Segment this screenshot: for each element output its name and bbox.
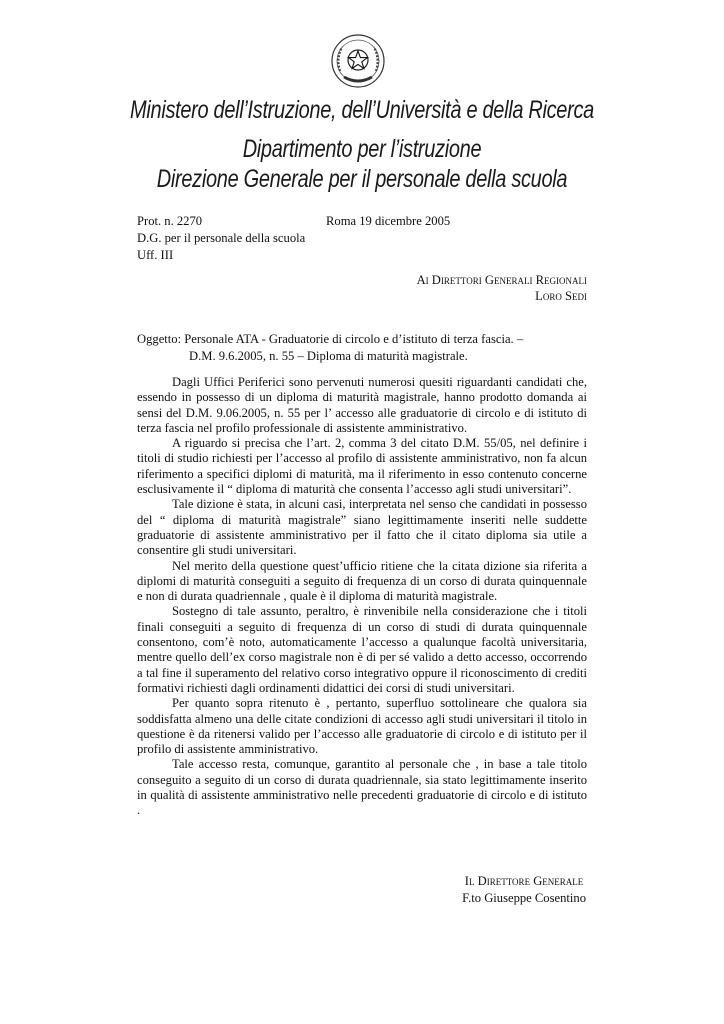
addressee-line: Loro Sedi (535, 289, 587, 303)
body-paragraph: Nel merito della questione quest’ufficio ritiene che la citata dizione sia riferita a diplomi di maturità conseguiti a seguito di frequenza di un corso di durata quinquennale e non di durata quadriennale , quale è il diploma di maturità magistrale. (137, 558, 587, 604)
department-title: Dipartimento per l’istruzione (242, 135, 482, 163)
signature-block (462, 873, 586, 907)
protocol-office: D.G. per il personale della scuola (137, 231, 306, 245)
protocol-number: Prot. n. 2270 (137, 214, 203, 228)
signatory-title: Il Direttore Generale (464, 874, 584, 888)
directorate-title: Direzione Generale per il personale della scuola (156, 165, 568, 193)
subject-line: D.M. 9.6.2005, n. 55 – Diploma di maturità magistrale. (189, 349, 468, 363)
body-paragraph: Sostegno di tale assunto, peraltro, è rinvenibile nella considerazione che i titoli finali conseguiti a seguito di frequenza di un corso di studi di durata quinquennale consentono, com’è noto, automaticamente l’accesso a qualunque facoltà universitaria, mentre quello dell’ex corso magistrale non è di per sé valido a detto accesso, occorrendo a tal fine il superamento del relativo corso integrativo oppure il riconoscimento di crediti formativi richiesti dagli ordinamenti didattici dei corsi di studi universitari. (137, 604, 587, 695)
protocol-unit: Uff. III (137, 248, 174, 262)
body-paragraph: Tale dizione è stata, in alcuni casi, interpretata nel senso che candidati in possesso del “ diploma di maturità magistrale” siano legittimamente inseriti nelle suddette graduatorie di assistente amministrativo per il fatto che il citato diploma sia utile a consentire gli studi universitari. (137, 497, 587, 558)
body-paragraph: Tale accesso resta, comunque, garantito al personale che , in base a tale titolo conseguito a seguito di un corso di durata quadriennale, sia stato legittimamente inserito in qualità di assistente amministrativo nelle precedenti graduatorie di circolo e di istituto . (137, 757, 587, 818)
subject-block (137, 331, 597, 365)
body-paragraph: Per quanto sopra ritenuto è , pertanto, superfluo sottolineare che qualora sia soddisfatta almeno una delle citate condizioni di accesso agli studi universitari il titolo in questione è da ritenersi valido per l’accesso alle graduatorie di circolo e di istituto per il profilo di assistente amministrativo. (137, 696, 587, 757)
signatory-name: F.to Giuseppe Cosentino (462, 891, 586, 905)
letter-body (137, 375, 587, 819)
subject-line: Oggetto: Personale ATA - Graduatorie di circolo e d’istituto di terza fascia. – (137, 332, 524, 346)
ministry-title: Ministero dell’Istruzione, dell’Università e della Ricerca (130, 96, 594, 124)
addressee-block (417, 272, 587, 304)
body-paragraph: A riguardo si precisa che l’art. 2, comma 3 del citato D.M. 55/05, nel definire i titoli di studio richiesti per l’accesso al profilo di assistente amministrativo, non fa alcun riferimento a specifici diplomi di maturità, ma il riferimento in esso contenuto concerne esclusivamente il “ diploma di maturità che consenta l’accesso agli studi universitari”. (137, 436, 587, 497)
place-date: Roma 19 dicembre 2005 (326, 214, 451, 228)
addressee-line: Ai Direttori Generali Regionali (416, 273, 587, 287)
emblem-repubblica-italiana-icon (330, 33, 386, 89)
body-paragraph: Dagli Uffici Periferici sono pervenuti numerosi quesiti riguardanti candidati che, essendo in possesso di un diploma di maturità magistrale, hanno prodotto domanda ai sensi del D.M. 9.06.2005, n. 55 per l’ accesso alle graduatorie di circolo e di istituto di terza fascia nel profilo professionale di assistente amministrativo. (137, 375, 587, 435)
protocol-block (137, 213, 305, 264)
